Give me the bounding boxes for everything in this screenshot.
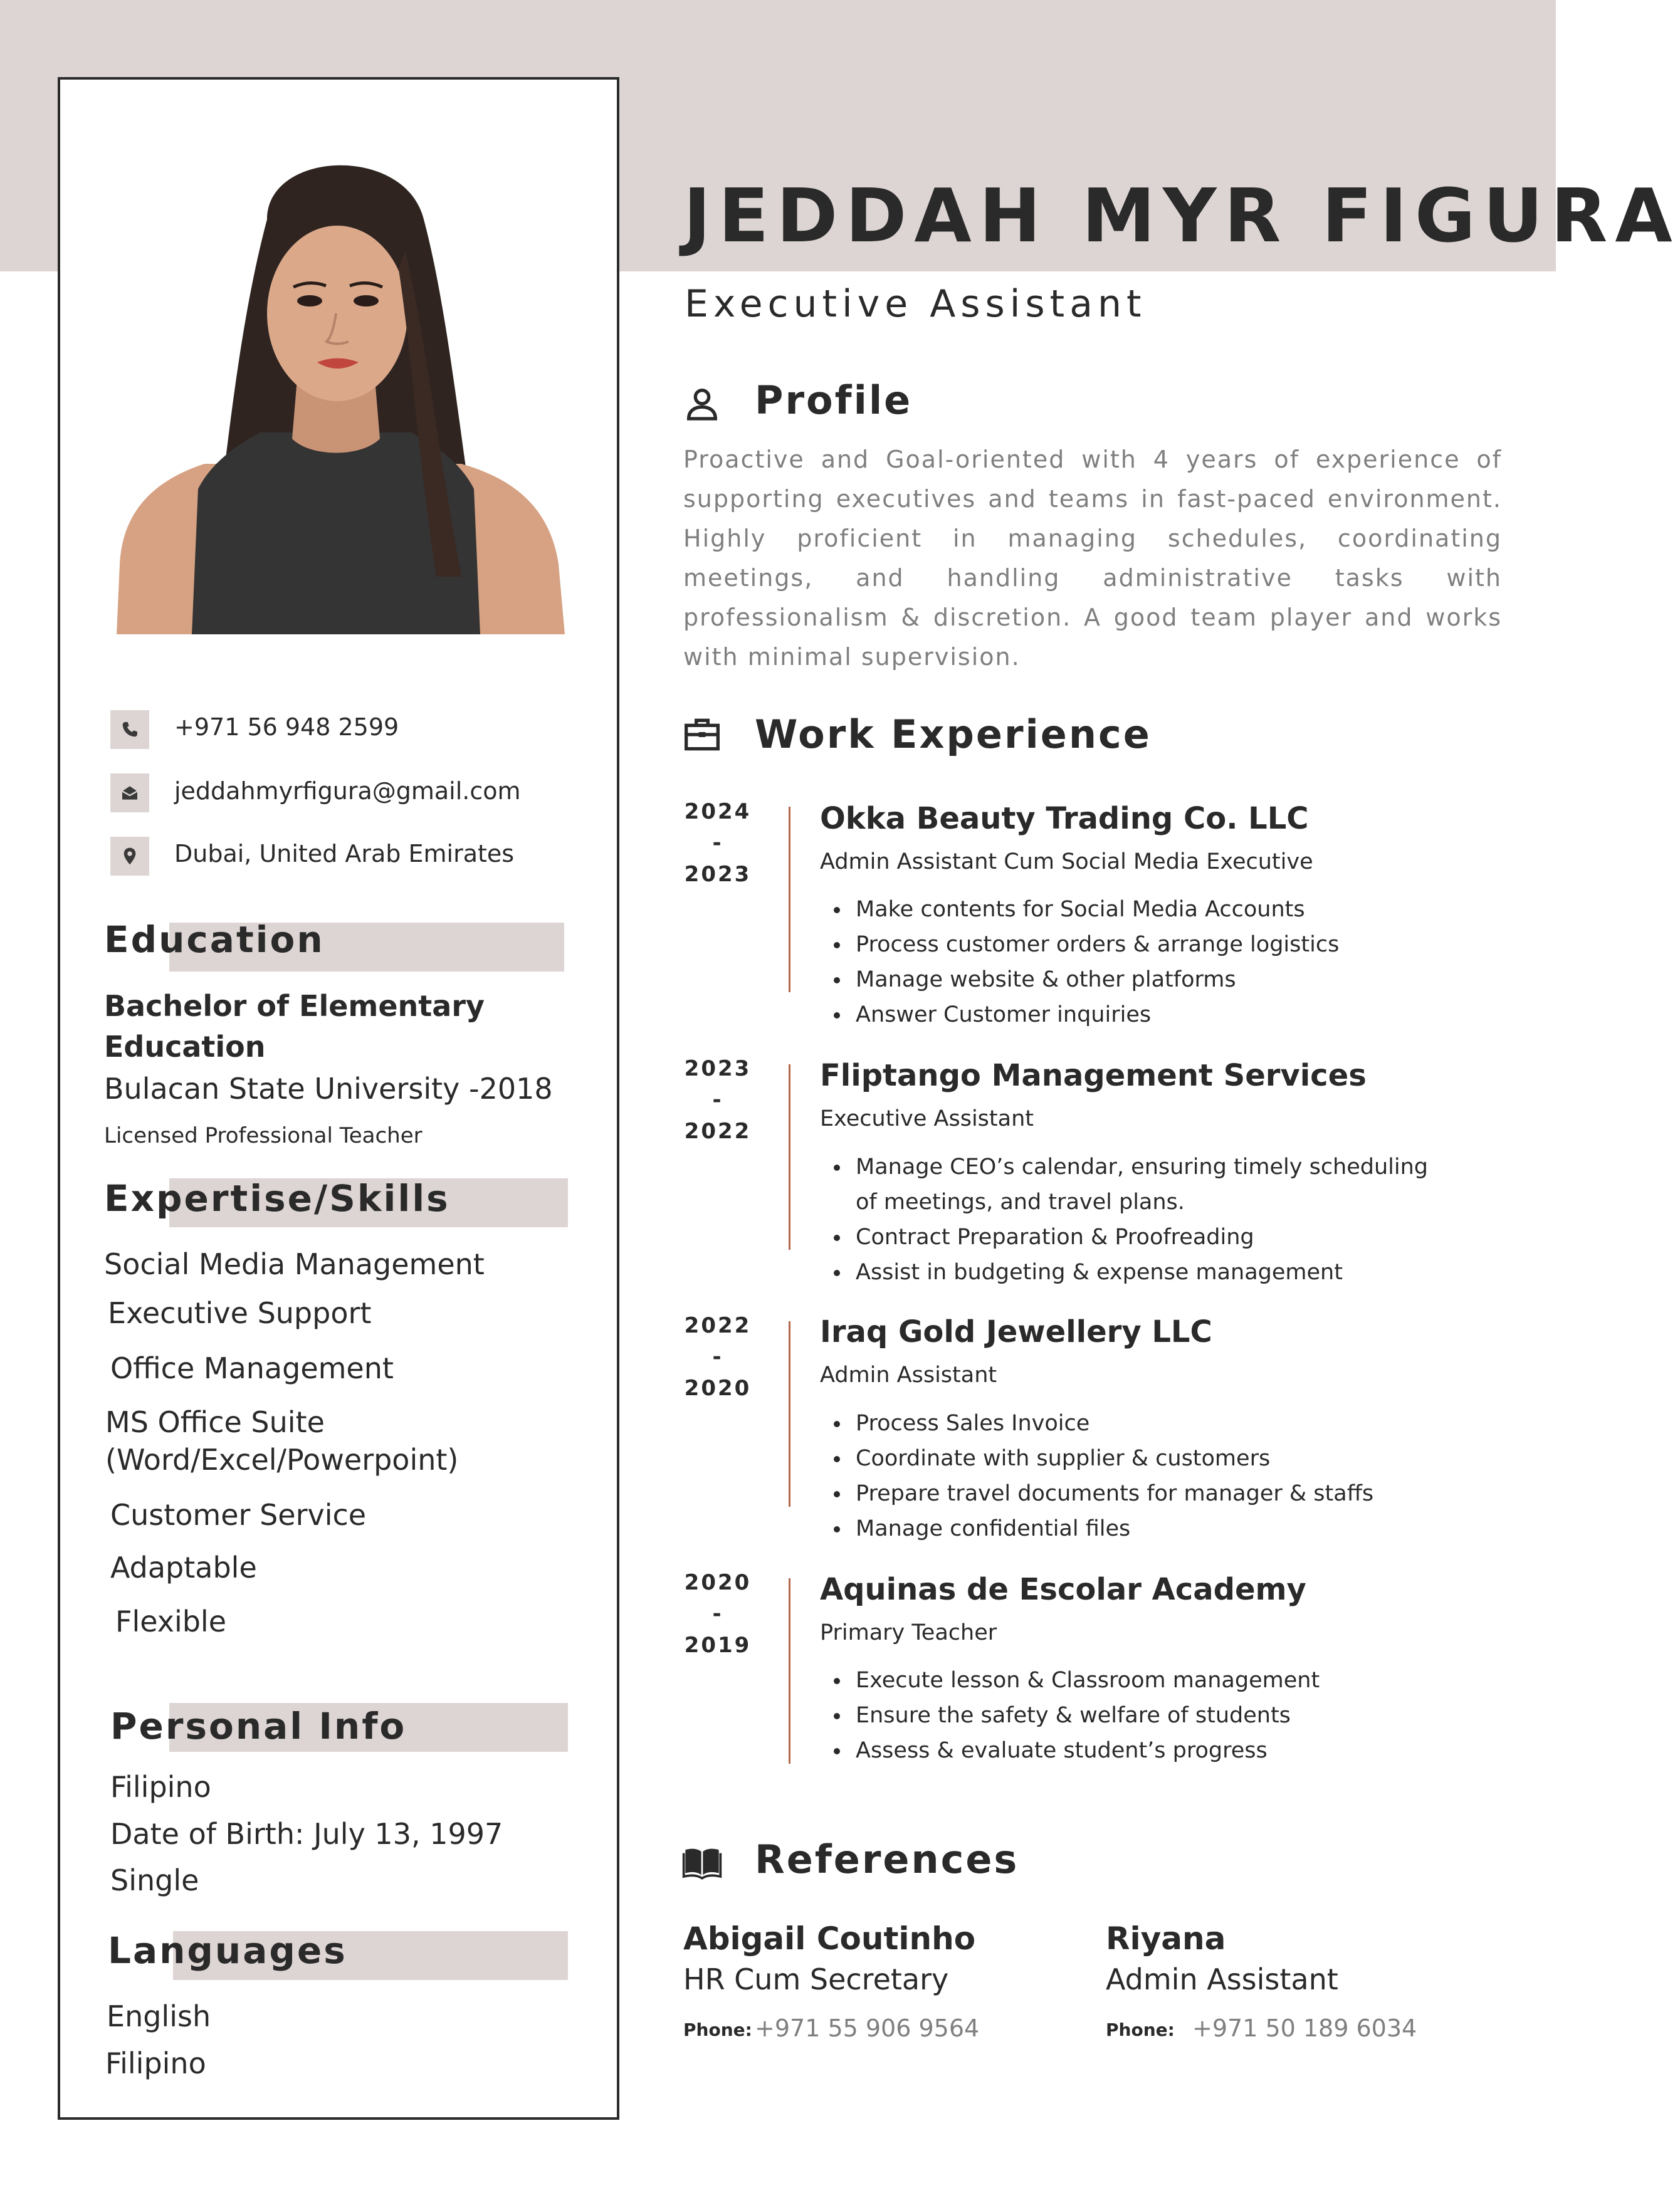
duty-item-cont: of meetings, and travel plans. <box>856 1190 1185 1215</box>
duty-item: Prepare travel documents for manager & staffs <box>820 1476 1373 1511</box>
job-duties <box>820 1663 1320 1768</box>
candidate-role: Executive Assistant <box>685 282 1147 326</box>
skill-item: Flexible <box>115 1605 227 1638</box>
contact-location: Dubai, United Arab Emirates <box>174 840 515 867</box>
education-note: Licensed Professional Teacher <box>104 1123 423 1148</box>
job-company: Okka Beauty Trading Co. LLC <box>820 801 1309 836</box>
personal-status: Single <box>110 1863 199 1897</box>
languages-title: Languages <box>108 1929 347 1972</box>
duty-item: Manage CEO’s calendar, ensuring timely scheduling <box>820 1150 1428 1185</box>
user-icon <box>682 384 722 424</box>
duty-item: Assist in budgeting & expense management <box>820 1255 1428 1290</box>
year-start: 2023 <box>684 862 752 887</box>
duty-item: Make contents for Social Media Accounts <box>820 892 1339 927</box>
skill-item: Social Media Management <box>104 1247 485 1281</box>
language-item: English <box>107 1999 211 2033</box>
skill-item: Executive Support <box>108 1296 372 1330</box>
open-book-icon <box>682 1841 722 1882</box>
duty-item: Assess & evaluate student’s progress <box>820 1733 1320 1768</box>
timeline-line <box>789 1064 790 1250</box>
skills-title: Expertise/Skills <box>104 1177 450 1220</box>
duty-item: Ensure the safety & welfare of students <box>820 1698 1320 1733</box>
skill-item: Customer Service <box>110 1498 367 1532</box>
year-end: 2020 <box>684 1570 752 1595</box>
year-start: 2019 <box>684 1633 752 1658</box>
year-dash: - <box>712 1344 723 1370</box>
reference-name: Riyana <box>1106 1920 1226 1957</box>
profile-photo <box>110 125 568 634</box>
year-dash: - <box>712 830 723 856</box>
contact-phone: +971 56 948 2599 <box>174 713 399 741</box>
year-end: 2024 <box>684 799 752 824</box>
job-company: Iraq Gold Jewellery LLC <box>820 1314 1212 1349</box>
duty-item: Process Sales Invoice <box>820 1406 1373 1441</box>
job-role: Admin Assistant Cum Social Media Executive <box>820 849 1313 874</box>
personal-title: Personal Info <box>110 1705 407 1747</box>
profile-summary: Proactive and Goal-oriented with 4 years of experience of supporting executives and teams in fast-paced environment. Highly proficient in managing schedules, coordinating meetings, and handling administrative tasks with professionalism & discretion. A good team player and works with minimal supervision. <box>683 446 1502 671</box>
year-start: 2020 <box>684 1376 752 1401</box>
job-role: Admin Assistant <box>820 1363 997 1388</box>
job-years <box>683 799 752 887</box>
reference-phone: +971 50 189 6034 <box>1192 2014 1417 2042</box>
duty-item: Contract Preparation & Proofreading <box>820 1220 1428 1255</box>
timeline-line <box>789 1578 790 1764</box>
education-degree: Bachelor of Elementary <box>104 989 485 1023</box>
skill-item-cont: (Word/Excel/Powerpoint) <box>105 1443 459 1477</box>
reference-role: Admin Assistant <box>1106 1962 1338 1996</box>
timeline-line <box>789 807 790 992</box>
duty-item: Manage website & other platforms <box>820 962 1339 997</box>
skill-item: Adaptable <box>110 1551 257 1585</box>
job-years <box>683 1313 752 1401</box>
year-end: 2023 <box>684 1056 752 1081</box>
references-title: References <box>755 1836 1019 1882</box>
job-role: Primary Teacher <box>820 1620 997 1645</box>
reference-phone-label: Phone: <box>1106 2019 1175 2040</box>
duty-item: Process customer orders & arrange logistics <box>820 927 1339 962</box>
duty-item: Answer Customer inquiries <box>820 997 1339 1032</box>
job-duties <box>820 892 1339 1032</box>
job-duties <box>820 1406 1373 1546</box>
phone-icon <box>110 710 149 749</box>
education-title: Education <box>104 918 325 961</box>
reference-phone-label: Phone: <box>683 2019 752 2040</box>
job-company: Fliptango Management Services <box>820 1058 1367 1093</box>
year-end: 2022 <box>684 1313 752 1338</box>
briefcase-icon <box>682 715 722 755</box>
education-school: Bulacan State University -2018 <box>104 1072 553 1106</box>
reference-name: Abigail Coutinho <box>683 1920 976 1957</box>
personal-nationality: Filipino <box>110 1770 211 1804</box>
education-degree-cont: Education <box>104 1030 266 1064</box>
reference-phone: +971 55 906 9564 <box>755 2014 980 2042</box>
language-item: Filipino <box>105 2046 206 2080</box>
job-duties <box>820 1150 1428 1290</box>
location-pin-icon <box>110 837 149 876</box>
reference-role: HR Cum Secretary <box>683 1962 949 1996</box>
skill-item: Office Management <box>110 1351 394 1385</box>
job-years <box>683 1056 752 1144</box>
timeline-line <box>789 1321 790 1507</box>
contact-email: jeddahmyrfigura@gmail.com <box>174 777 521 805</box>
job-years <box>683 1570 752 1658</box>
candidate-name: JEDDAH MYR FIGURA <box>683 172 1680 259</box>
profile-title: Profile <box>755 377 913 423</box>
personal-dob: Date of Birth: July 13, 1997 <box>110 1817 503 1851</box>
job-role: Executive Assistant <box>820 1106 1034 1131</box>
work-title: Work Experience <box>755 711 1152 757</box>
year-dash: - <box>712 1087 723 1113</box>
duty-item: Coordinate with supplier & customers <box>820 1441 1373 1476</box>
skill-item: MS Office Suite <box>105 1405 325 1439</box>
year-start: 2022 <box>684 1119 752 1144</box>
duty-item: Execute lesson & Classroom management <box>820 1663 1320 1698</box>
duty-item: Manage confidential files <box>820 1511 1373 1546</box>
job-company: Aquinas de Escolar Academy <box>820 1572 1306 1607</box>
envelope-icon <box>110 773 149 812</box>
year-dash: - <box>712 1601 723 1626</box>
